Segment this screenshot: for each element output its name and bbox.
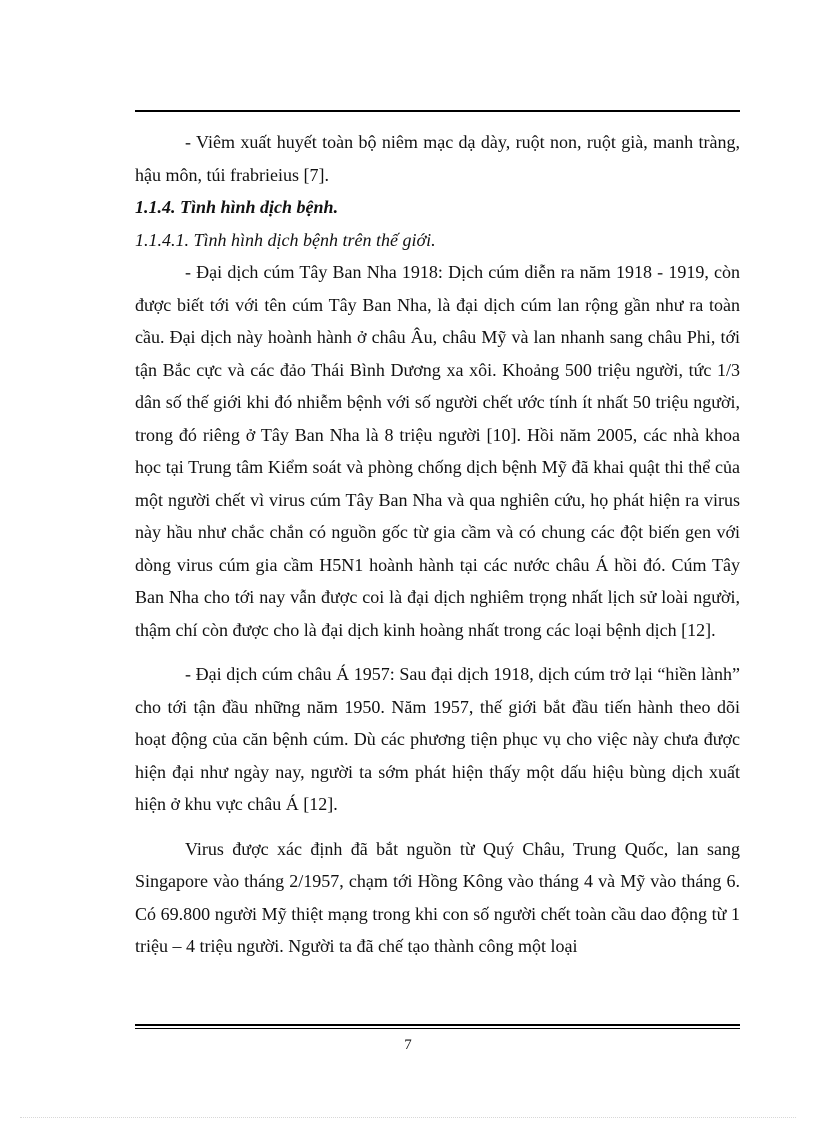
section-heading: 1.1.4. Tình hình dịch bệnh. — [135, 197, 339, 217]
page-number: 7 — [404, 1037, 412, 1053]
paragraph-lesions: - Viêm xuất huyết toàn bộ niêm mạc dạ dày, ruột non, ruột già, manh tràng, hậu môn, túi frabrieius [7]. — [135, 132, 740, 185]
page-bottom-border — [20, 1117, 796, 1118]
paragraph-asian-flu: - Đại dịch cúm châu Á 1957: Sau đại dịch 1918, dịch cúm trở lại “hiền lành” cho tới tận đầu những năm 1950. Năm 1957, thế giới bắt đầu tiến hành theo dõi hoạt động của căn bệnh cúm. Dù các phương tiện phục vụ cho việc này chưa được hiện đại như ngày nay, người ta sớm phát hiện thấy một dấu hiệu bùng dịch xuất hiện ở khu vực châu Á [12]. — [135, 664, 740, 814]
page-body — [135, 126, 740, 963]
header-rule — [135, 110, 740, 112]
subsection-heading: 1.1.4.1. Tình hình dịch bệnh trên thế giới. — [135, 229, 436, 250]
paragraph-virus-origin: Virus được xác định đã bắt nguồn từ Quý Châu, Trung Quốc, lan sang Singapore vào tháng 2/1957, chạm tới Hồng Kông vào tháng 4 và Mỹ vào tháng 6. Có 69.800 người Mỹ thiệt mạng trong khi con số người chết toàn cầu dao động từ 1 triệu – 4 triệu người. Người ta đã chế tạo thành công một loại — [135, 838, 740, 956]
paragraph-spanish-flu: - Đại dịch cúm Tây Ban Nha 1918: Dịch cúm diễn ra năm 1918 - 1919, còn được biết tới với tên cúm Tây Ban Nha, là đại dịch cúm lan rộng gần như ra toàn cầu. Đại dịch này hoành hành ở châu Âu, châu Mỹ và lan nhanh sang châu Phi, tới tận Bắc cực và các đảo Thái Bình Dương xa xôi. Khoảng 500 triệu người, tức 1/3 dân số thế giới khi đó nhiễm bệnh với số người chết ước tính ít nhất 50 triệu người, trong đó riêng ở Tây Ban Nha là 8 triệu người [10]. Hồi năm 2005, các nhà khoa học tại Trung tâm Kiểm soát và phòng chống dịch bệnh Mỹ đã khai quật thi thể của một người chết vì virus cúm Tây Ban Nha và qua nghiên cứu, họ phát hiện ra virus này hầu như chắc chắn có nguồn gốc từ gia cầm và có chung các đột biến gen với dòng virus cúm gia cầm H5N1 hoành hành tại các nước châu Á hồi đó. Cúm Tây Ban Nha cho tới nay vẫn được coi là đại dịch nghiêm trọng nhất lịch sử loài người, thậm chí còn được cho là đại dịch kinh hoàng nhất trong các loại bệnh dịch [12]. — [135, 262, 740, 640]
footer-rule — [135, 1024, 740, 1029]
